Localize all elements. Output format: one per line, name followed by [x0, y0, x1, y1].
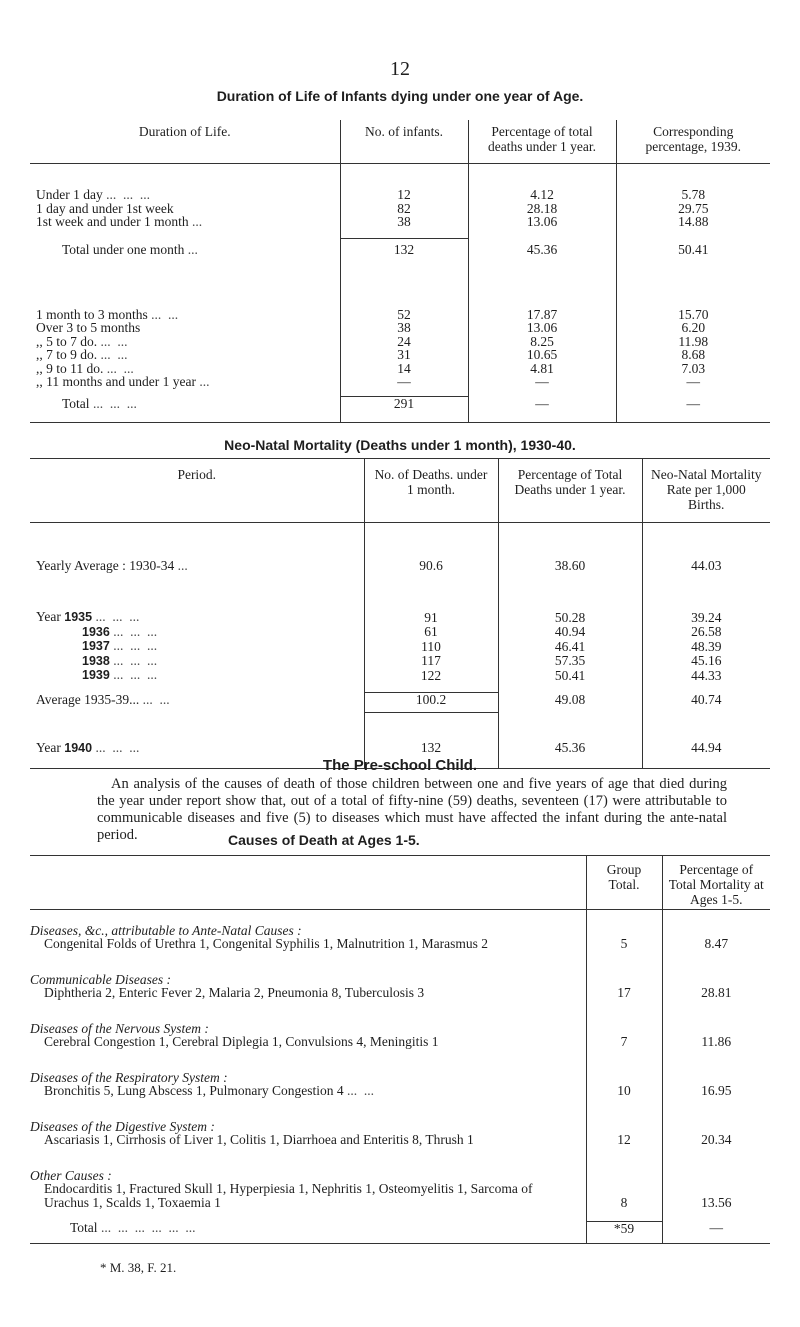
infant-row: Over 3 to 5 months 38 13.06 6.20	[30, 321, 770, 335]
infant-row: ,, 5 to 7 do. ... ... 24 8.25 11.98	[30, 335, 770, 349]
infant-col-number: No. of infants.	[340, 120, 468, 163]
neonatal-row: 1938 ... ... ... 117 57.35 45.16	[30, 654, 770, 669]
footnote: * M. 38, F. 21.	[100, 1260, 177, 1275]
infant-row: 1 day and under 1st week 82 28.18 29.75	[30, 202, 770, 216]
infant-row: ,, 11 months and under 1 year ... — — —	[30, 375, 770, 389]
causes-group: Diseases of the Nervous System : Cerebral Congestion 1, Cerebral Diplegia 1, Convulsions 4, Meningitis 1 7 11.86	[30, 1022, 770, 1049]
neonatal-row: Year 1940 ... ... ... 132 45.36 44.94	[30, 741, 770, 769]
infant-col-duration: Duration of Life.	[138, 124, 231, 139]
neonatal-row: Yearly Average : 1930-34 ... 90.6 38.60 44.03	[30, 559, 770, 573]
neonatal-row: 1939 ... ... ... 122 50.41 44.33	[30, 668, 770, 683]
group-heading: Other Causes :	[30, 1167, 112, 1183]
preschool-paragraph: An analysis of the causes of death of those children between one and five years of age that died during the year under report show that, out of a total of fifty-nine (59) deaths, seventeen (17) were attributable to communicable diseases and five (5) to diseases which must have affected the infant during the ante-natal period.	[97, 776, 727, 843]
causes-group: Diseases, &c., attributable to Ante-Natal Causes : Congenital Folds of Urethra 1, Congenital Syphilis 1, Malnutrition 1, Marasmus 2 5 8.47	[30, 924, 770, 951]
group-heading: Diseases of the Digestive System :	[30, 1118, 215, 1134]
neonatal-row-average: Average 1935-39... ... ... 100.2 49.08 40.74	[30, 693, 770, 713]
neonatal-col-rate: Neo-Natal Mortality Rate per 1,000 Births.	[642, 459, 770, 523]
infant-table-title: Duration of Life of Infants dying under one year of Age.	[216, 88, 584, 104]
group-heading: Communicable Diseases :	[30, 971, 171, 987]
neonatal-col-pct: Percentage of Total Deaths under 1 year.	[498, 459, 642, 523]
infant-row: Under 1 day ... ... ... 12 4.12 5.78	[30, 188, 770, 202]
group-detail: Congenital Folds of Urethra 1, Congenital Syphilis 1, Malnutrition 1, Marasmus 2	[44, 936, 488, 951]
group-heading: Diseases of the Respiratory System :	[30, 1069, 228, 1085]
page-number: 12	[390, 58, 410, 80]
infant-col-pct1939: Corresponding percentage, 1939.	[616, 120, 770, 163]
infant-row: ,, 7 to 9 do. ... ... 31 10.65 8.68	[30, 348, 770, 362]
neonatal-col-period: Period.	[177, 467, 217, 482]
causes-col-pct: Percentage of Total Mortality at Ages 1-5.	[662, 856, 770, 910]
infant-row-total: Total ... ... ... 291 — —	[30, 397, 770, 423]
group-heading: Diseases of the Nervous System :	[30, 1020, 209, 1036]
infant-col-pct: Percentage of total deaths under 1 year.	[468, 120, 616, 163]
causes-col-group-total: Group Total.	[586, 856, 662, 910]
causes-title: Causes of Death at Ages 1-5.	[228, 832, 420, 848]
group-detail: Diphtheria 2, Enteric Fever 2, Malaria 2, Pneumonia 8, Tuberculosis 3	[44, 985, 425, 1000]
neonatal-row: 1936 ... ... ... 61 40.94 26.58	[30, 625, 770, 640]
group-detail: Endocarditis 1, Fractured Skull 1, Hyperpiesia 1, Nephritis 1, Osteomyelitis 1, Sarcoma of Urachus 1, Scalds 1, Toxaemia 1	[44, 1181, 533, 1210]
infant-row: 1 month to 3 months ... ... 52 17.87 15.70	[30, 308, 770, 322]
group-detail: Ascariasis 1, Cirrhosis of Liver 1, Colitis 1, Diarrhoea and Enteritis 8, Thrush 1	[44, 1132, 474, 1147]
causes-group: Diseases of the Digestive System : Ascariasis 1, Cirrhosis of Liver 1, Colitis 1, Diarrhoea and Enteritis 8, Thrush 1 12 20.34	[30, 1120, 770, 1147]
infant-row-subtotal: Total under one month ... 132 45.36 50.41	[30, 239, 770, 261]
causes-group: Communicable Diseases : Diphtheria 2, Enteric Fever 2, Malaria 2, Pneumonia 8, Tuberculosis 3 17 28.81	[30, 973, 770, 1000]
neonatal-col-deaths: No. of Deaths. under 1 month.	[364, 459, 498, 523]
neonatal-row: Year 1935 ... ... ... 91 50.28 39.24	[30, 610, 770, 625]
causes-group: Diseases of the Respiratory System : Bronchitis 5, Lung Abscess 1, Pulmonary Congestion 4 ... ... 10 16.95	[30, 1071, 770, 1098]
causes-group: Other Causes : Endocarditis 1, Fractured Skull 1, Hyperpiesia 1, Nephritis 1, Osteomyelitis 1, Sarcoma of Urachus 1, Scalds 1, Toxaemia 1 8 13.56	[30, 1169, 770, 1210]
infant-table	[30, 120, 770, 423]
group-detail: Bronchitis 5, Lung Abscess 1, Pulmonary Congestion 4	[44, 1083, 344, 1098]
causes-total-row: Total ... ... ... ... ... ... *59 —	[30, 1221, 770, 1243]
neonatal-row: 1937 ... ... ... 110 46.41 48.39	[30, 639, 770, 654]
causes-table	[30, 855, 770, 1244]
neonatal-table	[30, 458, 770, 769]
preschool-title: The Pre-school Child.	[322, 757, 478, 774]
neonatal-table-title: Neo-Natal Mortality (Deaths under 1 month), 1930-40.	[224, 437, 576, 453]
infant-row: 1st week and under 1 month ... 38 13.06 14.88	[30, 215, 770, 229]
infant-row: ,, 9 to 11 do. ... ... 14 4.81 7.03	[30, 362, 770, 376]
group-heading: Diseases, &c., attributable to Ante-Natal Causes :	[30, 922, 302, 938]
group-detail: Cerebral Congestion 1, Cerebral Diplegia 1, Convulsions 4, Meningitis 1	[44, 1034, 439, 1049]
